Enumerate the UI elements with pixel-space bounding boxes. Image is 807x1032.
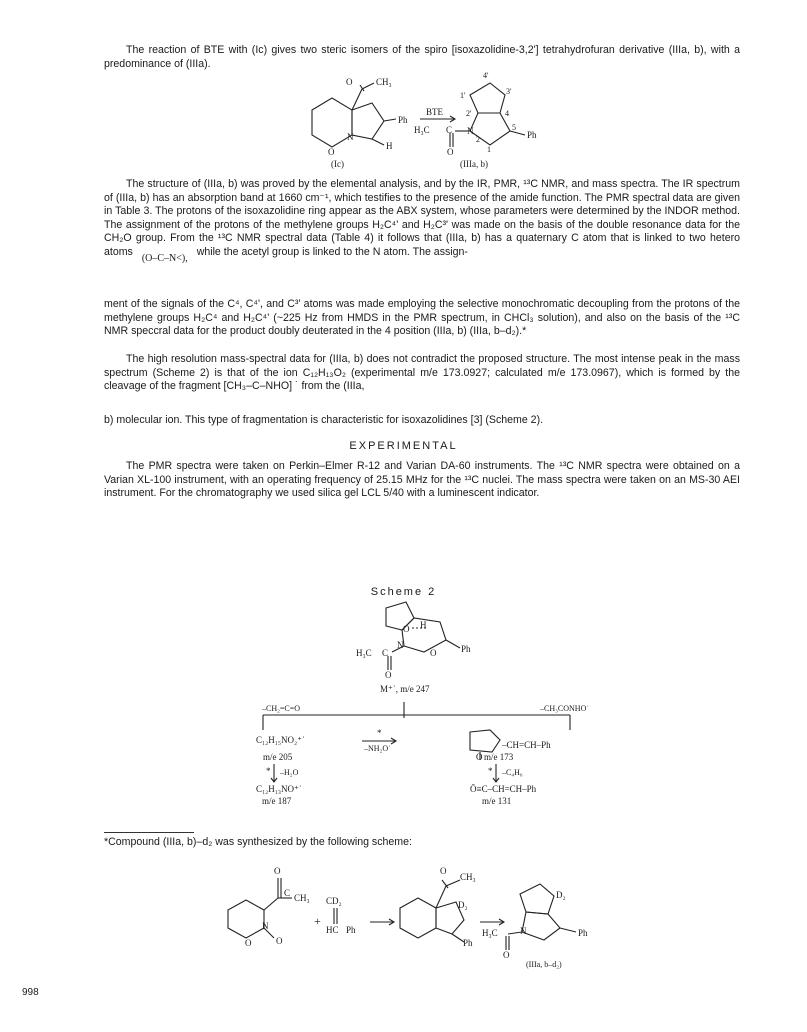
formula-o-c-n: (O–C–N<), — [141, 252, 188, 264]
s3-o-mid: O — [440, 866, 447, 876]
paragraph-experimental: The PMR spectra were taken on Perkin–Elmer R-12 and Varian DA-60 instruments. The ¹³C NMR spectra were obtained on a Varian XL-100 instrument, with an operating frequency of 25.15 MHz for the ¹³C nuclei. The mass spectra were taken on an MS-30 AEI instrument. For the chromatography we used silica gel LCL 5/40 with a luminescent indicator. — [104, 460, 740, 499]
scheme1-o: O — [346, 77, 353, 87]
scheme1-pos4: 4 — [505, 109, 509, 118]
right-mz2: m/e 131 — [482, 796, 512, 806]
scheme1-right-label: (IIIa, b) — [460, 159, 488, 169]
s3-ph1: Ph — [346, 925, 356, 935]
scheme2-h3c: H₃C — [356, 648, 372, 658]
s3-ch3-mid: CH₃ — [460, 872, 476, 882]
scheme1-pos1p: 1' — [460, 91, 466, 100]
right-ion-o: O — [476, 752, 483, 762]
left-loss2: –H₂O — [280, 768, 299, 777]
right-star: * — [488, 766, 493, 776]
scheme2-c: C — [382, 648, 389, 658]
scheme2-h: H — [420, 620, 427, 630]
paragraph-assignment: ment of the signals of the C⁴, C⁴', and C³' atoms was made employing the selective monochromatic decoupling from the protons of the methylene groups H₂C⁴ and H₂C⁴' (~225 Hz from HMDS in the PMR spectrum, in CHCl₃ solution), and also on the basis of the ¹³C NMR speccral data for the product doubly deuterated in the 4 position (IIIa, b) (IIIa, b–d₂).* — [104, 298, 740, 337]
left-ion2: C₁₂H₁₃NO⁺˙ — [256, 784, 302, 794]
scheme2-ph: Ph — [461, 644, 471, 654]
paragraph-structure-end: while the acetyl group is linked to the N atom. The assign- — [196, 245, 468, 258]
right-loss2: –C₄H₆ — [502, 768, 523, 777]
scheme1-pos5: 5 — [512, 123, 516, 132]
left-loss: –CH₂=C=O — [262, 704, 301, 713]
left-star: * — [266, 766, 271, 776]
paragraph-mass-spectra: The high resolution mass-spectral data for (IIIa, b) does not contradict the proposed structure. The most intense peak in the mass spectrum (Scheme 2) is that of the ion C₁₂H₁₃O₂ (experimental m/e 173.0927; calculated m/e 173.0967), which is formed by the cleavage of the fragment [CH₃–C–NHO] ˙ from the (IIIa, — [104, 353, 740, 392]
right-ion-chain: –CH=CH–Ph — [502, 740, 551, 750]
s3-c: C — [284, 888, 291, 898]
right-loss: –CH₃CONHO˙ — [540, 704, 590, 713]
scheme1-o-bottom: O — [447, 147, 454, 157]
s3-o-ring: O — [245, 938, 252, 948]
scheme1-pos1: 1 — [487, 145, 491, 154]
footnote-rule — [104, 832, 194, 833]
middle-star: * — [377, 728, 382, 738]
s3-n: N — [262, 921, 269, 931]
scheme1-ph: Ph — [398, 115, 408, 125]
scheme1-o-ring: O — [328, 147, 335, 157]
right-ion2: Ō≡C–CH=CH–Ph — [470, 784, 537, 794]
molecular-ion-structure — [0, 600, 807, 830]
scheme1-h: H — [386, 141, 393, 151]
scheme1-c: C — [446, 125, 453, 135]
s3-ph2: Ph — [463, 938, 473, 948]
scheme-2 — [0, 600, 807, 830]
page-number: 998 — [22, 987, 39, 998]
left-ion: C₁₂H₁₅NO₂⁺˙ — [256, 735, 305, 745]
s3-plus: + — [314, 914, 321, 928]
scheme1-pos2: 2 — [476, 135, 480, 144]
s3-hc: HC — [326, 925, 339, 935]
left-mz2: m/e 187 — [262, 796, 292, 806]
s3-o-side: O — [276, 936, 283, 946]
s3-h3c: H₃C — [482, 928, 498, 938]
scheme2-o-ring: O — [430, 648, 437, 658]
right-mz: m/e 173 — [484, 752, 514, 762]
scheme2-n: N — [397, 640, 404, 650]
paragraph-structure-text: The structure of (IIIa, b) was proved by the elemental analysis, and by the IR, PMR, ¹³C NMR, and mass spectra. The IR spectrum of (IIIa, b) has an absorption band at 1660 cm⁻¹, which testifies to the presence of the amide function. The PMR spectral data are given in Table 3. The protons of the isoxazolidine ring appear as the ABX system, whose parameters were determined by the INDOR method. The assignment of the protons of the methylene groups H₂C⁴' and H₂C³' was made on the basis of the double resonance data for the CH₂O group. From the ¹³C NMR spectral data (Table 4) it follows that (IIIa, b) has a quaternary C atom that is linked to two hetero atoms — [104, 178, 740, 258]
scheme1-pos2p: 2' — [466, 109, 472, 118]
paragraph-fragmentation: b) molecular ion. This type of fragmentation is characteristic for isoxazolidines [3] (Scheme 2). — [104, 414, 544, 426]
scheme1-left-label: (Ic) — [331, 159, 344, 169]
scheme1-arrow-label: BTE — [426, 107, 443, 117]
scheme1-h3c: H₃C — [414, 125, 430, 135]
scheme-2-title: Scheme 2 — [370, 586, 437, 598]
s3-ch3: CH₃ — [294, 893, 310, 903]
footnote: *Compound (IIIa, b)–d₂ was synthesized by the following scheme: — [104, 836, 412, 848]
scheme1-n2: N — [467, 126, 474, 136]
paragraph-intro: The reaction of BTE with (Ic) gives two steric isomers of the spiro [isoxazolidine-3,2'] tetrahydrofuran derivative (IIIa, b), with a predominance of (IIIa). — [104, 44, 740, 70]
paragraph-structure — [104, 178, 740, 274]
scheme-3 — [0, 862, 807, 972]
s3-d2-right: D₂ — [556, 890, 566, 900]
scheme-1 — [0, 71, 807, 170]
left-mz: m/e 205 — [263, 752, 293, 762]
s3-o-bottom: O — [503, 950, 510, 960]
middle-loss: –NH₂O˙ — [364, 744, 391, 753]
scheme1-pos3p: 3' — [506, 87, 512, 96]
scheme1-pos4p: 4' — [483, 71, 489, 80]
experimental-heading: EXPERIMENTAL — [349, 440, 458, 452]
scheme1-ch3: CH₃ — [376, 77, 392, 87]
scheme1-n: N — [347, 132, 354, 142]
s3-product-label: (IIIa, b–d₂) — [526, 960, 562, 969]
deuteration-scheme — [0, 862, 807, 972]
scheme2-o: O — [403, 624, 410, 634]
s3-cd2: CD₂ — [326, 896, 342, 906]
scheme2-o-bottom: O — [385, 670, 392, 680]
s3-ph3: Ph — [578, 928, 588, 938]
s3-o-top: O — [274, 866, 281, 876]
s3-d2-mid: D₂ — [458, 900, 468, 910]
molecular-ion-label: M⁺˙, m/e 247 — [380, 684, 430, 694]
s3-n-right: N — [520, 926, 527, 936]
scheme1-ph2: Ph — [527, 130, 537, 140]
